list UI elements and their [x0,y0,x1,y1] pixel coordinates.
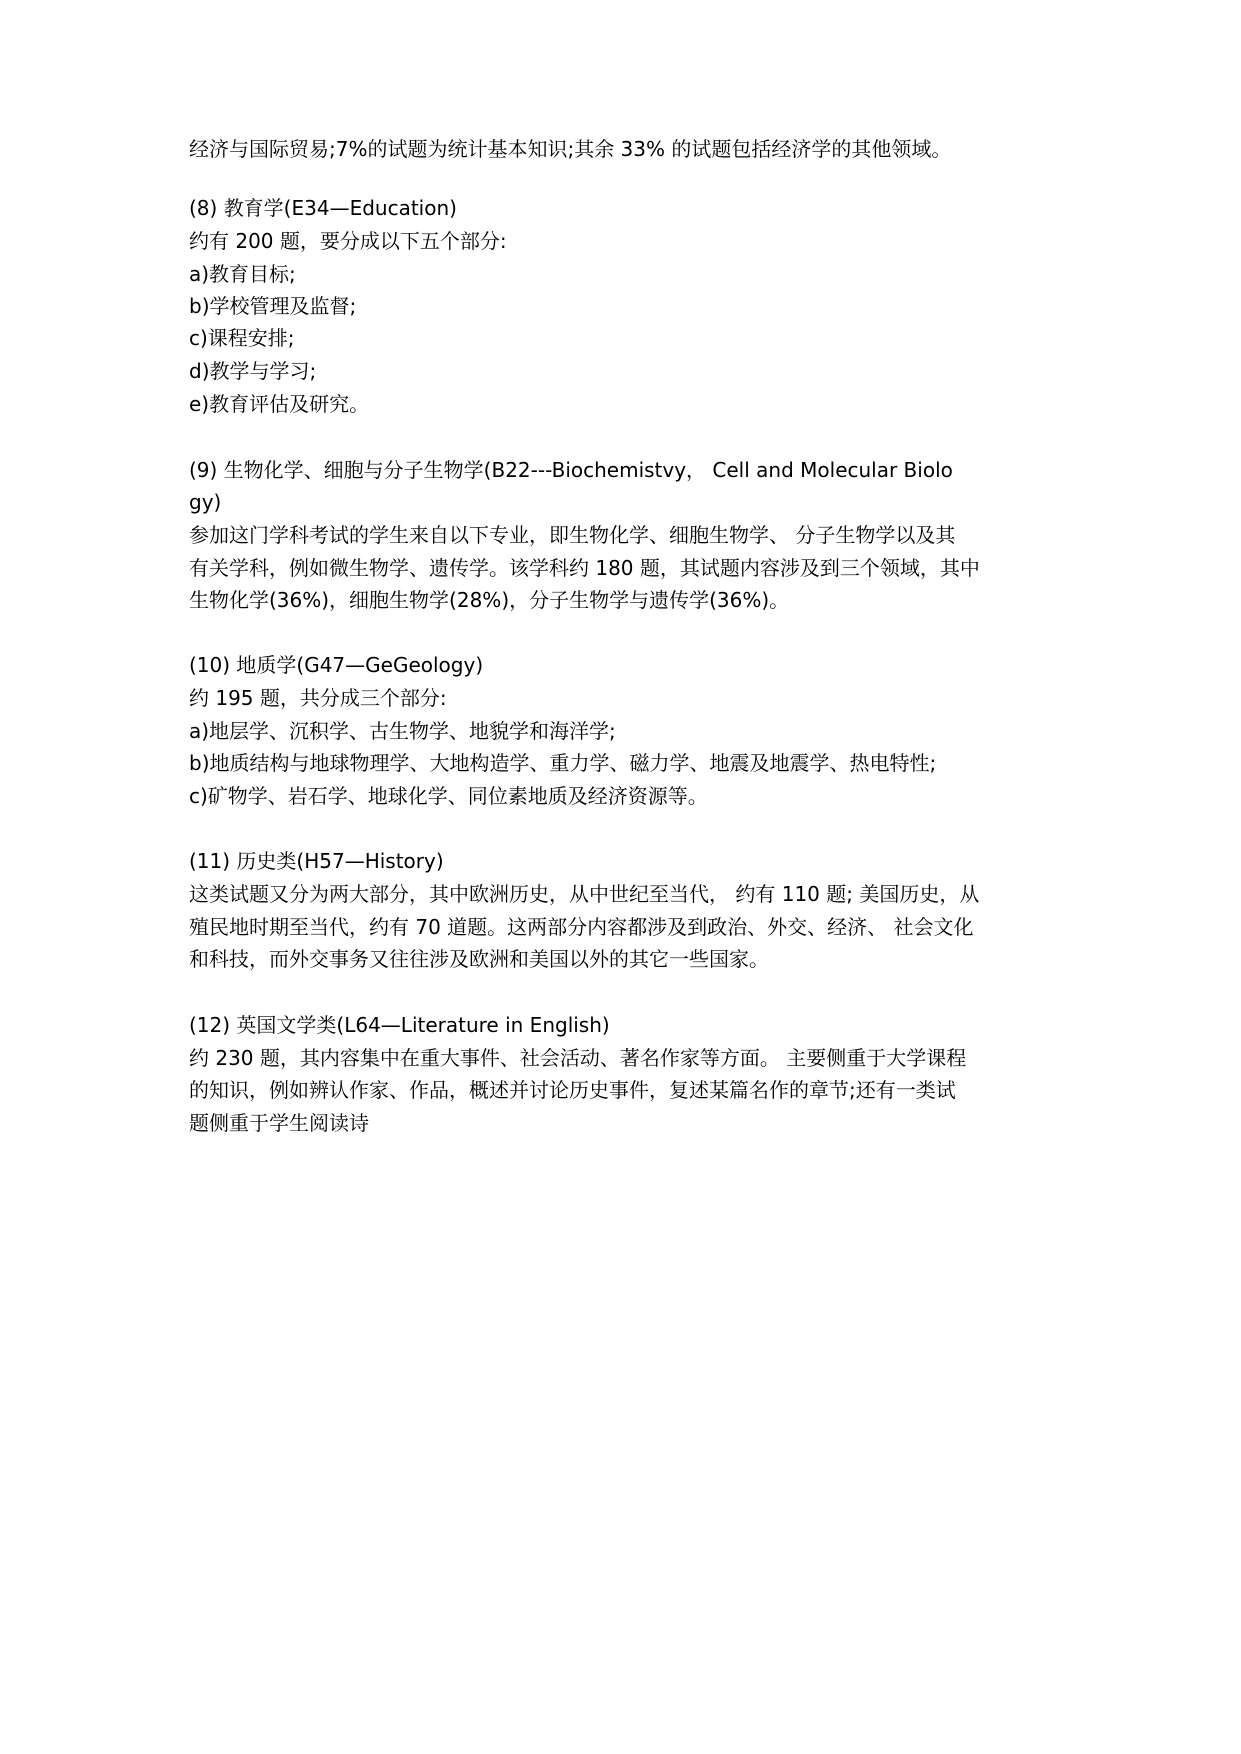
section-12-line: 约 230 题，其内容集中在重大事件、社会活动、著名作家等方面。 主要侧重于大学课程 [189,1046,967,1070]
intro-line: 经济与国际贸易;7%的试题为统计基本知识;其余 33% 的试题包括经济学的其他领域。 [189,137,952,161]
section-10-line: 约 195 题，共分成三个部分: [189,686,447,710]
section-12-heading: (12) 英国文学类(L64—Literature in English) [189,1013,610,1037]
section-8-line: a)教育目标; [189,262,296,286]
section-12-line: 的知识，例如辨认作家、作品，概述并讨论历史事件，复述某篇名作的章节;还有一类试 [189,1078,956,1102]
section-8-line: 约有 200 题，要分成以下五个部分: [189,229,507,253]
section-11-line: 殖民地时期至当代，约有 70 道题。这两部分内容都涉及到政治、外交、经济、 社会文化 [189,915,974,939]
section-9-heading-continued: gy) [189,490,222,514]
section-10-line: b)地质结构与地球物理学、大地构造学、重力学、磁力学、地震及地震学、热电特性; [189,751,937,775]
section-8-line: b)学校管理及监督; [189,294,357,318]
section-9-heading: (9) 生物化学、细胞与分子生物学(B22---Biochemistvy， Cell and Molecular Biolo [189,458,953,482]
section-9-line: 有关学科，例如微生物学、遗传学。该学科约 180 题，其试题内容涉及到三个领域，其中 [189,556,980,580]
section-11-line: 和科技，而外交事务又往往涉及欧洲和美国以外的其它一些国家。 [189,947,769,971]
section-10-heading: (10) 地质学(G47—GeGeology) [189,653,484,677]
section-9-line: 参加这门学科考试的学生来自以下专业，即生物化学、细胞生物学、 分子生物学以及其 [189,523,956,547]
section-8-line: e)教育评估及研究。 [189,392,370,416]
section-9-line: 生物化学(36%)，细胞生物学(28%)，分子生物学与遗传学(36%)。 [189,588,790,612]
section-8-line: d)教学与学习; [189,359,317,383]
section-8-line: c)课程安排; [189,326,295,350]
section-11-heading: (11) 历史类(H57—History) [189,849,444,873]
section-12-line: 题侧重于学生阅读诗 [189,1111,369,1135]
section-10-line: c)矿物学、岩石学、地球化学、同位素地质及经济资源等。 [189,784,708,808]
section-10-line: a)地层学、沉积学、古生物学、地貌学和海洋学; [189,719,616,743]
section-8-heading: (8) 教育学(E34—Education) [189,196,457,220]
section-11-line: 这类试题又分为两大部分，其中欧洲历史，从中世纪至当代， 约有 110 题; 美国历史，从 [189,882,980,906]
